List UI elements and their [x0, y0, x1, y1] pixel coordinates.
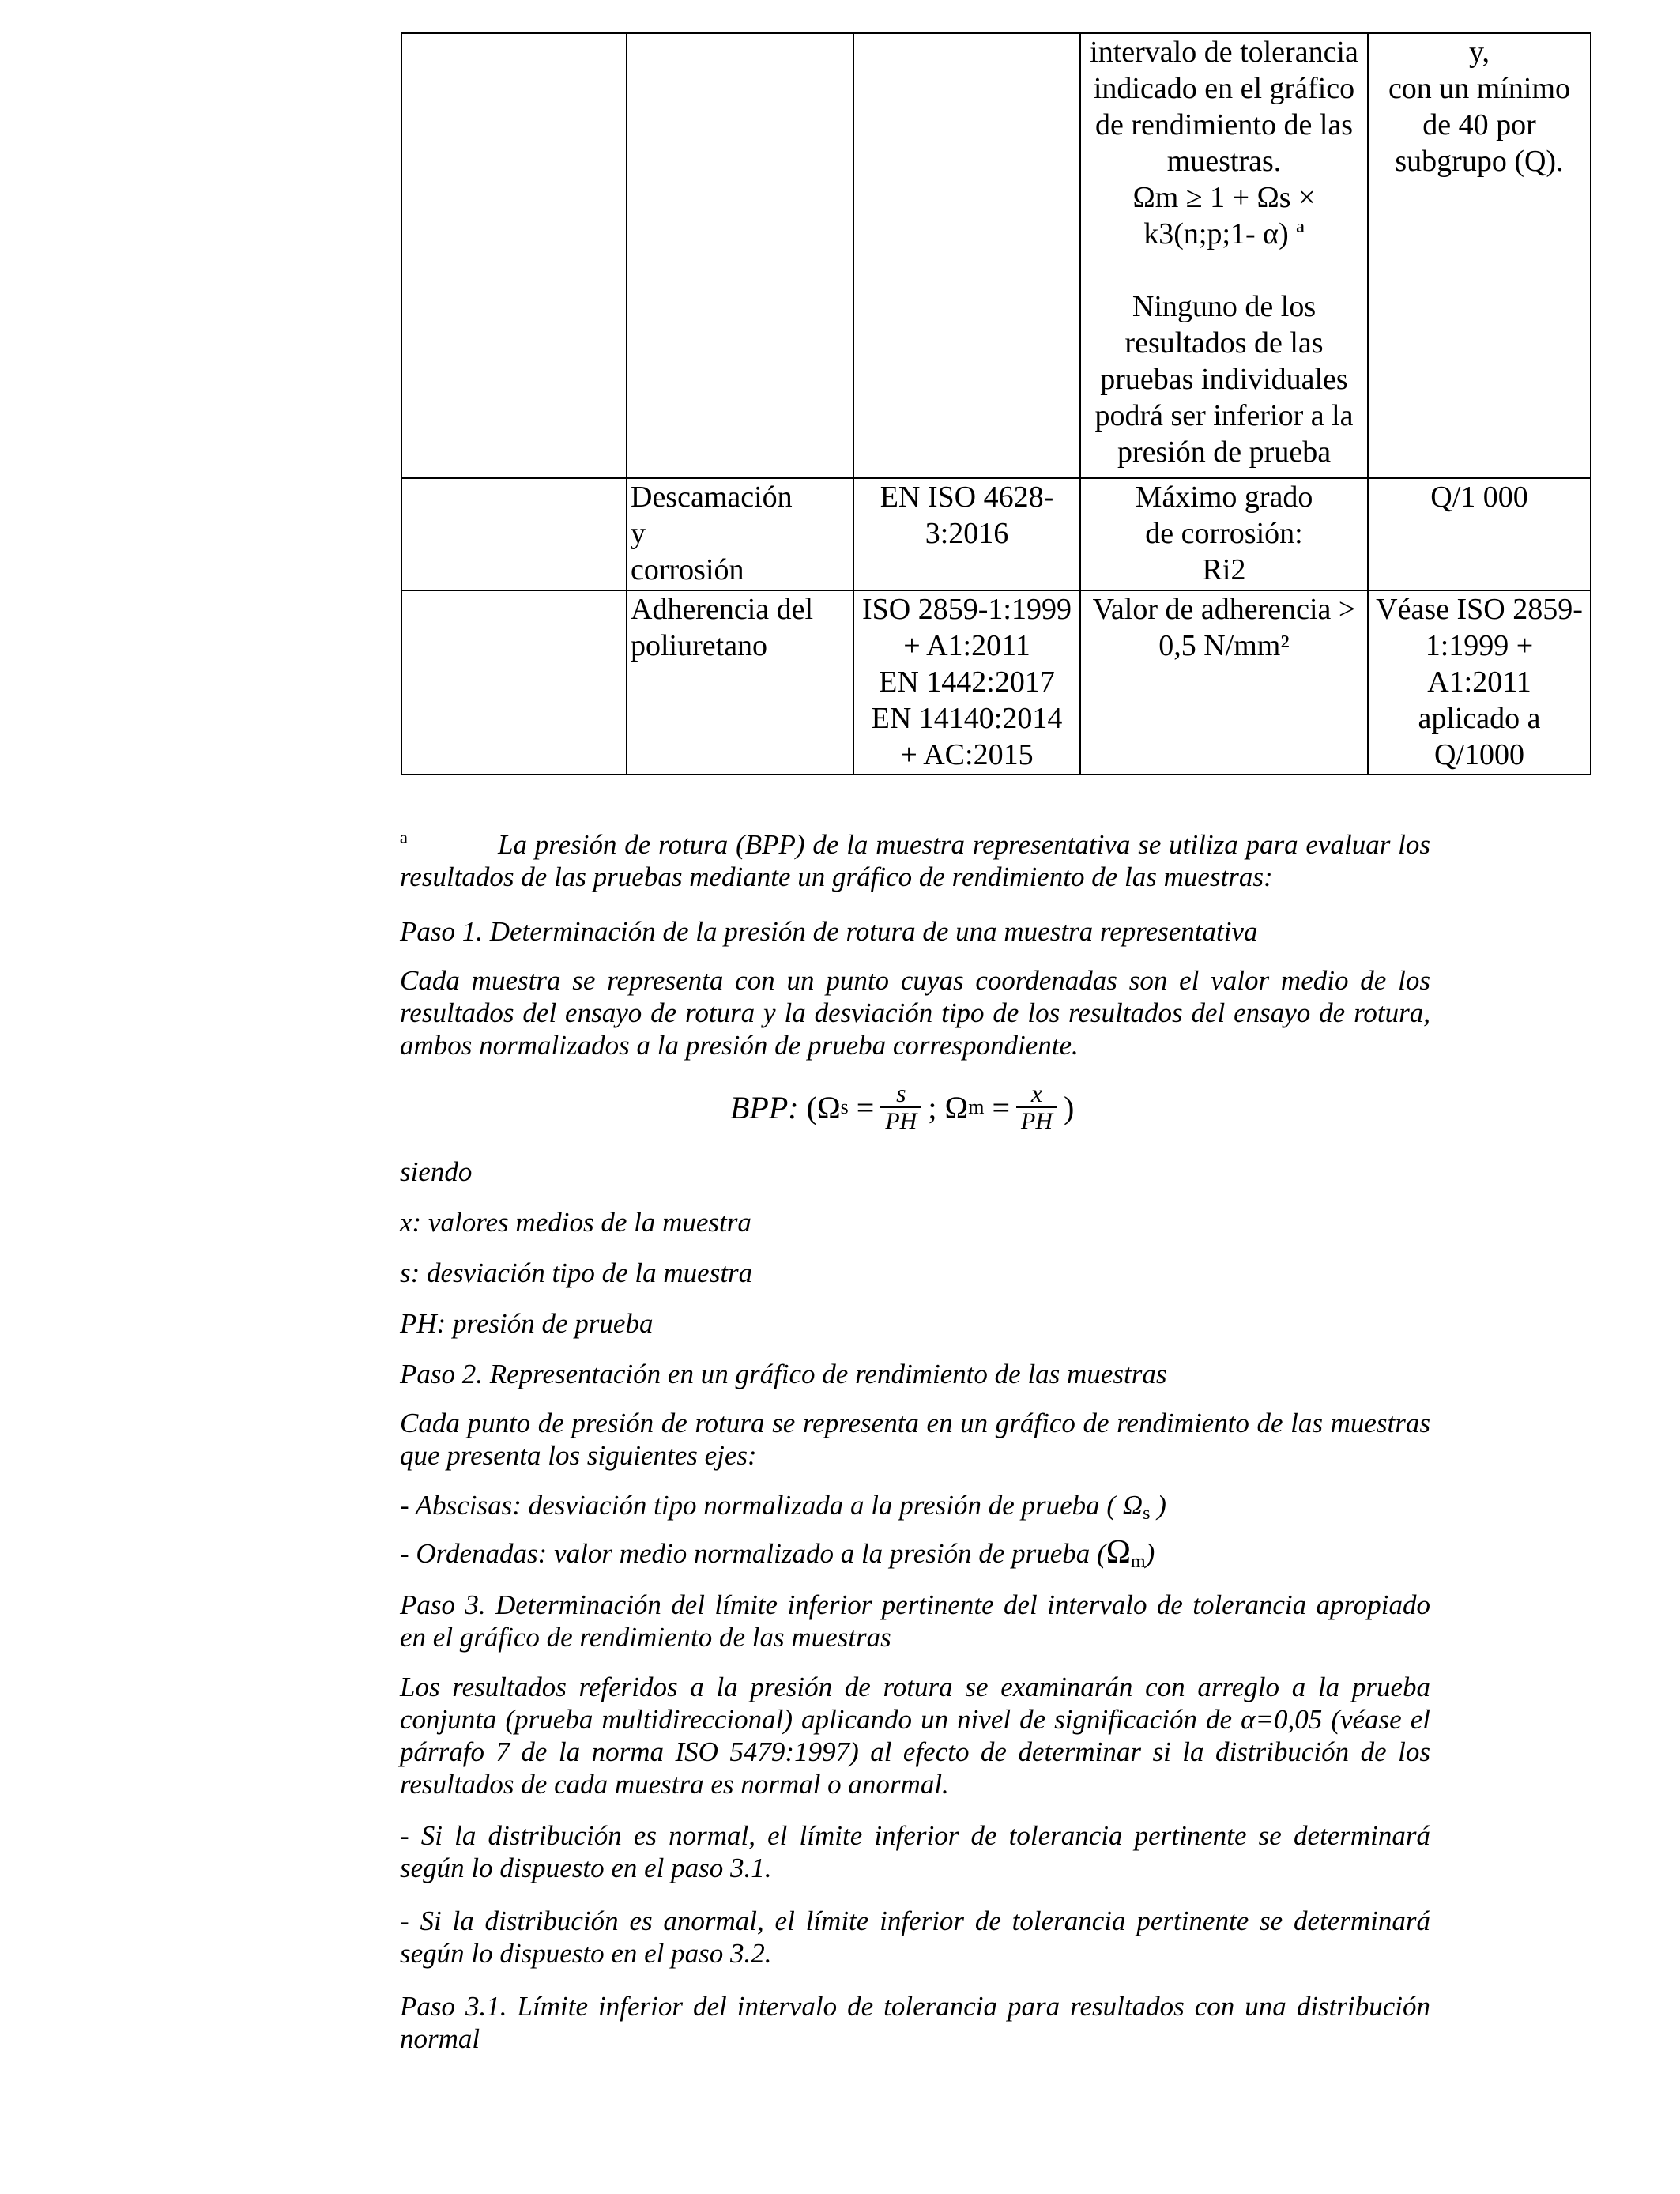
- specifications-table: [401, 32, 1591, 775]
- table-cell-characteristic: [627, 590, 853, 775]
- ordenadas-subscript: m: [1130, 1551, 1146, 1572]
- cell-line: de rendimiento de las: [1094, 108, 1354, 141]
- formula-prefix: BPP:: [730, 1089, 799, 1125]
- footnote-mark: ª: [400, 829, 408, 860]
- fraction-denominator: PH: [885, 1108, 917, 1134]
- fraction-numerator: s: [896, 1079, 906, 1107]
- cell-line: Máximo grado: [1135, 481, 1313, 514]
- cell-line: resultados de las: [1124, 326, 1324, 360]
- cell-line: Ri2: [1202, 553, 1246, 586]
- definition-s: s: desviación tipo de la muestra: [400, 1257, 753, 1288]
- abscisas-close: ): [1150, 1490, 1166, 1521]
- table-cell: [401, 478, 627, 590]
- formula-separator: ; Ω: [928, 1089, 969, 1125]
- ordenadas-line: [400, 1536, 1430, 1578]
- cell-line: corrosión: [631, 553, 744, 586]
- footnote-intro-text: La presión de rotura (BPP) de la muestra representativa se utiliza para evaluar los resultados de las pruebas mediante un gráfico de rendimiento de las muestras:: [400, 829, 1430, 892]
- cell-line: de corrosión:: [1145, 517, 1303, 550]
- cell-line: Véase ISO 2859-: [1376, 593, 1583, 626]
- formula-m-sub: m: [968, 1095, 985, 1118]
- table-cell-requirement: [1080, 33, 1368, 478]
- cell-line: Ωm ≥ 1 + Ωs ×: [1132, 181, 1316, 214]
- formula-eq2: =: [992, 1089, 1010, 1125]
- table-row-top: [401, 33, 1591, 478]
- table-cell: [401, 590, 627, 775]
- cell-line: y: [631, 517, 646, 550]
- paso31-title: Paso 3.1. Límite inferior del intervalo de tolerancia para resultados con una distribución normal: [400, 1991, 1430, 2054]
- table-cell-requirement: [1080, 590, 1368, 775]
- normal-distribution-text: - Si la distribución es normal, el límite inferior de tolerancia pertinente se determinará según lo dispuesto en el paso 3.1.: [400, 1820, 1430, 1883]
- bpp-formula: [730, 1072, 1074, 1143]
- cell-line: Descamación: [631, 481, 793, 514]
- table-cell-standard: [853, 590, 1080, 775]
- formula-s-sub: s: [840, 1095, 849, 1118]
- table-cell-characteristic: [627, 478, 853, 590]
- definition-ph: PH: presión de prueba: [400, 1308, 654, 1339]
- cell-line: EN 14140:2014: [871, 702, 1063, 735]
- cell-line: ISO 2859-1:1999: [862, 593, 1072, 626]
- cell-line: de 40 por: [1422, 108, 1536, 141]
- cell-line: pruebas individuales: [1100, 363, 1348, 396]
- cell-line: podrá ser inferior a la: [1094, 399, 1354, 432]
- cell-line: aplicado a: [1418, 702, 1541, 735]
- cell-line: subgrupo (Q).: [1395, 145, 1564, 178]
- paso3-text: Los resultados referidos a la presión de rotura se examinarán con arreglo a la prueba conjunta (prueba multidireccional) aplicando un nivel de significación de α=0,05 (véase el párrafo 7 de la norma ISO 5479:1997) al efecto de determinar si la distribución de los resultados de cada muestra es normal o anormal.: [400, 1672, 1430, 1800]
- abscisas-text: - Abscisas: desviación tipo normalizada a la presión de prueba ( Ω: [400, 1490, 1143, 1521]
- abscisas-line: [400, 1489, 1430, 1530]
- ordenadas-omega: Ω: [1106, 1534, 1131, 1570]
- siendo-label: siendo: [400, 1156, 473, 1187]
- cell-gap: [1084, 252, 1364, 288]
- table-row-descamacion: [401, 478, 1591, 590]
- table-cell-requirement: [1080, 478, 1368, 590]
- cell-line: muestras.: [1166, 145, 1282, 178]
- cell-line: 0,5 N/mm²: [1158, 629, 1290, 662]
- table-cell: [627, 33, 853, 478]
- paso2-title: Paso 2. Representación en un gráfico de rendimiento de las muestras: [400, 1359, 1167, 1389]
- fraction-denominator: PH: [1021, 1108, 1053, 1134]
- cell-line: Ninguno de los: [1132, 290, 1317, 323]
- cell-line: k3(n;p;1- α) ª: [1143, 217, 1305, 251]
- formula-close: ): [1064, 1089, 1075, 1125]
- cell-line: poliuretano: [631, 629, 768, 662]
- table-cell-frequency: [1368, 590, 1591, 775]
- cell-line: EN ISO 4628-: [880, 481, 1054, 514]
- cell-line: + A1:2011: [903, 629, 1030, 662]
- ordenadas-text: - Ordenadas: valor medio normalizado a la presión de prueba (: [400, 1538, 1106, 1569]
- fraction-x-over-ph: [1016, 1080, 1057, 1135]
- fraction-numerator: x: [1030, 1079, 1043, 1107]
- table-cell: [853, 33, 1080, 478]
- table-cell-frequency: [1368, 478, 1591, 590]
- cell-line: Adherencia del: [631, 593, 814, 626]
- abscisas-subscript: s: [1143, 1503, 1151, 1524]
- cell-line: intervalo de tolerancia: [1090, 36, 1358, 69]
- definition-x: x: valores medios de la muestra: [400, 1207, 751, 1238]
- footnote-intro: [400, 828, 1430, 893]
- cell-line: indicado en el gráfico: [1093, 72, 1355, 105]
- cell-line: Valor de adherencia >: [1092, 593, 1356, 626]
- paso3-title: Paso 3. Determinación del límite inferior pertinente del intervalo de tolerancia apropiado en el gráfico de rendimiento de las muestras: [400, 1589, 1430, 1653]
- cell-line: y,: [1468, 36, 1490, 69]
- ordenadas-close: ): [1145, 1538, 1155, 1569]
- paso2-text: Cada punto de presión de rotura se representa en un gráfico de rendimiento de las muestras que presenta los siguientes ejes:: [400, 1408, 1430, 1471]
- table-cell-frequency: [1368, 33, 1591, 478]
- cell-line: Q/1000: [1434, 738, 1524, 771]
- table-cell-standard: [853, 478, 1080, 590]
- formula-eq: =: [856, 1089, 875, 1125]
- paso1-text: Cada muestra se representa con un punto cuyas coordenadas son el valor medio de los resultados del ensayo de rotura y la desviación tipo de los resultados del ensayo de rotura, ambos normalizados a la presión de prueba correspondiente.: [400, 965, 1430, 1061]
- cell-line: presión de prueba: [1117, 435, 1332, 469]
- cell-line: 3:2016: [925, 517, 1009, 550]
- cell-line: + AC:2015: [900, 738, 1034, 771]
- paso1-title: Paso 1. Determinación de la presión de rotura de una muestra representativa: [400, 916, 1258, 947]
- abnormal-distribution-text: - Si la distribución es anormal, el límite inferior de tolerancia pertinente se determinará según lo dispuesto en el paso 3.2.: [400, 1906, 1430, 1969]
- cell-line: EN 1442:2017: [879, 665, 1055, 699]
- table-cell: [401, 33, 627, 478]
- fraction-s-over-ph: [880, 1080, 921, 1135]
- formula-open: (Ω: [806, 1089, 841, 1125]
- cell-line: 1:1999 +: [1425, 629, 1534, 662]
- cell-line: con un mínimo: [1388, 72, 1571, 105]
- cell-line: Q/1 000: [1430, 481, 1528, 514]
- cell-line: A1:2011: [1427, 665, 1531, 699]
- table-row-adherencia: [401, 590, 1591, 775]
